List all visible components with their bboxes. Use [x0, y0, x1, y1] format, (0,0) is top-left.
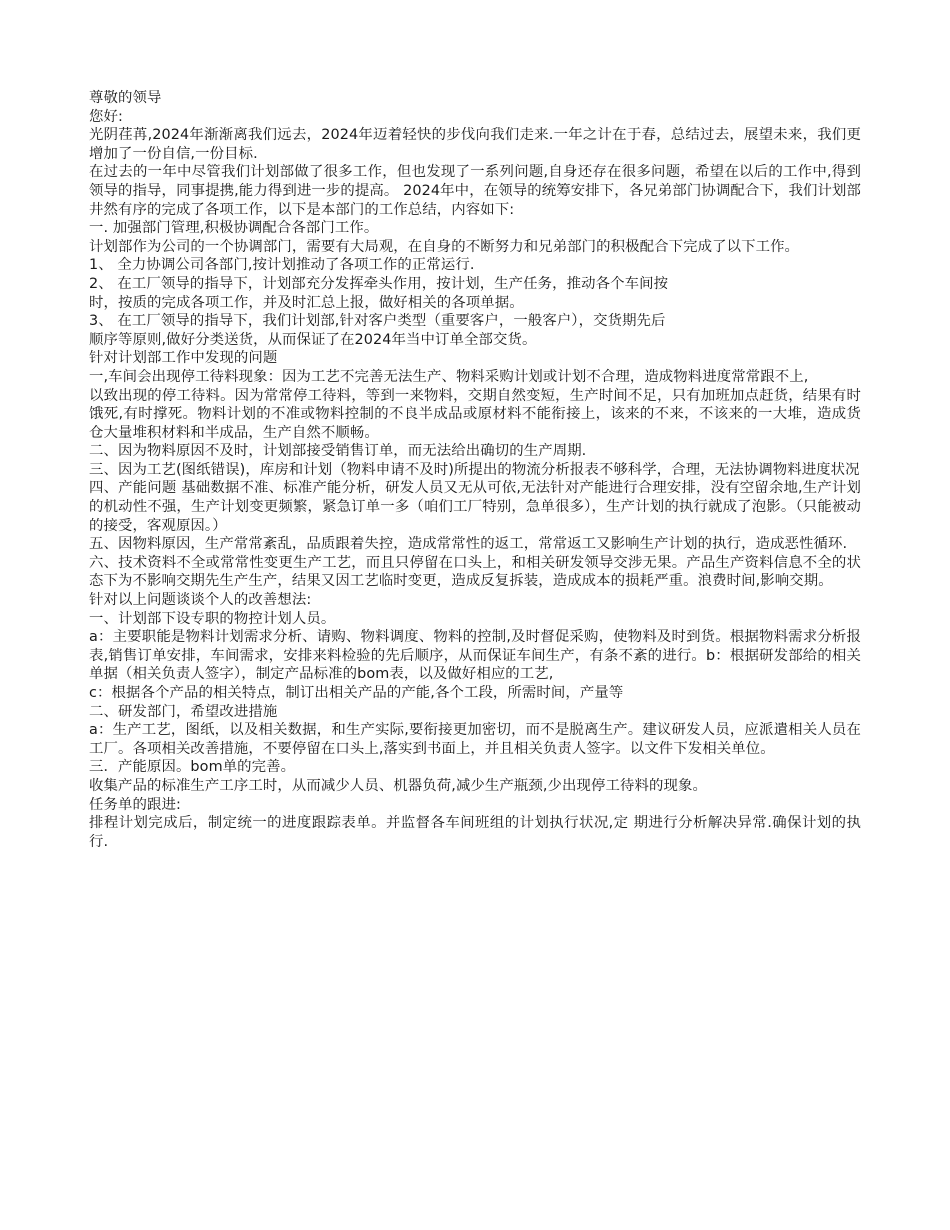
problem-5: 五、因物料原因，生产常常紊乱，品质跟着失控，造成常常性的返工，常常返工又影响生产计划的执行，造成恶性循环.: [89, 536, 848, 553]
problem-1: 一,车间会出现停工待料现象：因为工艺不完善无法生产、物料采购计划或计划不合理，造成物料进度常常跟不上,: [89, 368, 809, 385]
greeting: 您好:: [89, 108, 123, 125]
salutation: 尊敬的领导: [89, 90, 162, 106]
task-followup-body: 排程计划完成后，制定统一的进度跟踪表单。并监督各车间班组的计划执行状况,定 期进行分析解决异常.确保计划的执行.: [89, 815, 861, 850]
list-item-1: 1、 全力协调公司各部门,按计划推动了各项工作的正常运行.: [89, 257, 475, 274]
problems-heading: 针对计划部工作中发现的问题: [89, 350, 278, 367]
problem-3: 三、因为工艺(图纸错误)，库房和计划（物料申请不及时)所提出的物流分析报表不够科学，合理，无法协调物料进度状况: [89, 461, 860, 478]
improvement-2-a: a：生产工艺，图纸，以及相关数据，和生产实际,要衔接更加密切，而不是脱离生产。建议研发人员，应派遣相关人员在工厂。各项相关改善措施，不要停留在口头上,落实到书面上，并且相关负责人签字。以文件下发相关单位。: [89, 722, 861, 757]
section-1-intro: 计划部作为公司的一个协调部门，需要有大局观，在自身的不断努力和兄弟部门的积极配合下完成了以下工作。: [89, 238, 800, 255]
improvement-3-body: 收集产品的标准生产工序工时，从而减少人员、机器负荷,减少生产瓶颈,少出现停工待料的现象。: [89, 777, 707, 794]
list-item-3: 3、 在工厂领导的指导下，我们计划部,针对客户类型（重要客户，一般客户），交货期先后: [89, 313, 666, 330]
problem-1-continued: 以致出现的停工待料。因为常常停工待料，等到一来物料，交期自然变短，生产时间不足，只有加班加点赶货，结果有时饿死,有时撑死。物料计划的不准或物料控制的不良半成品或原材料不能衔接上，该来的不来，不该来的一大堆，造成货仓大量堆积材料和半成品，生产自然不顺畅。: [89, 387, 861, 441]
list-item-2-continued: 时，按质的完成各项工作，并及时汇总上报，做好相关的各项单据。: [89, 294, 524, 311]
overview-paragraph: 在过去的一年中尽管我们计划部做了很多工作，但也发现了一系列问题,自身还存在很多问题，希望在以后的工作中,得到领导的指导，同事提携,能力得到进一步的提高。 2024年中，在领导的统筹安排下，各兄弟部门协调配合下，我们计划部井然有序的完成了各项工作，以下是本部门的工作总结，内容如下:: [89, 164, 861, 218]
improvement-1-ab: a：主要职能是物料计划需求分析、请购、物料调度、物料的控制,及时督促采购，使物料及时到货。根据物料需求分析报表,销售订单安排，车间需求，安排来料检验的先后顺序，从而保证车间生产，有条不紊的进行。b：根据研发部给的相关单据（相关负责人签字），制定产品标准的bom表，以及做好相应的工艺,: [89, 629, 861, 683]
improvement-1-c: c：根据各个产品的相关特点，制订出相关产品的产能,各个工段，所需时间，产量等: [89, 685, 624, 701]
intro-paragraph: 光阴荏苒,2024年渐渐离我们远去，2024年迈着轻快的步伐向我们走来.一年之计在于春，总结过去，展望未来，我们更增加了一份自信,一份目标.: [89, 127, 861, 162]
document-body: [89, 89, 861, 851]
section-heading-1: 一. 加强部门管理,积极协调配合各部门工作。: [89, 220, 379, 237]
problem-4: 四、产能问题 基础数据不准、标准产能分析，研发人员又无从可依,无法针对产能进行合理安排，没有空留余地,生产计划的机动性不强，生产计划变更频繁，紧急订单一多（咱们工厂特别，急单很多），生产计划的执行就成了泡影。（只能被动的接受，客观原因。）: [89, 480, 861, 534]
problem-2: 二、因为物料原因不及时，计划部接受销售订单，而无法给出确切的生产周期.: [89, 443, 587, 460]
list-item-3-continued: 顺序等原则,做好分类送货，从而保证了在2024年当中订单全部交货。: [89, 331, 537, 348]
improvement-3-heading: 三．产能原因。bom单的完善。: [89, 759, 296, 776]
problem-6: 六、技术资料不全或常常性变更生产工艺，而且只停留在口头上，和相关研发领导交涉无果。产品生产资料信息不全的状态下为不影响交期先生产生产，结果又因工艺临时变更，造成反复拆装，造成成本的损耗严重。浪费时间,影响交期。: [89, 554, 861, 590]
improvements-heading: 针对以上问题谈谈个人的改善想法:: [89, 592, 312, 609]
improvement-1-heading: 一、计划部下设专职的物控计划人员。: [89, 610, 336, 627]
list-item-2: 2、 在工厂领导的指导下，计划部充分发挥牵头作用，按计划，生产任务，推动各个车间按: [89, 275, 669, 292]
task-followup-heading: 任务单的跟进:: [89, 796, 181, 813]
improvement-2-heading: 二、研发部门，希望改进措施: [89, 703, 278, 720]
